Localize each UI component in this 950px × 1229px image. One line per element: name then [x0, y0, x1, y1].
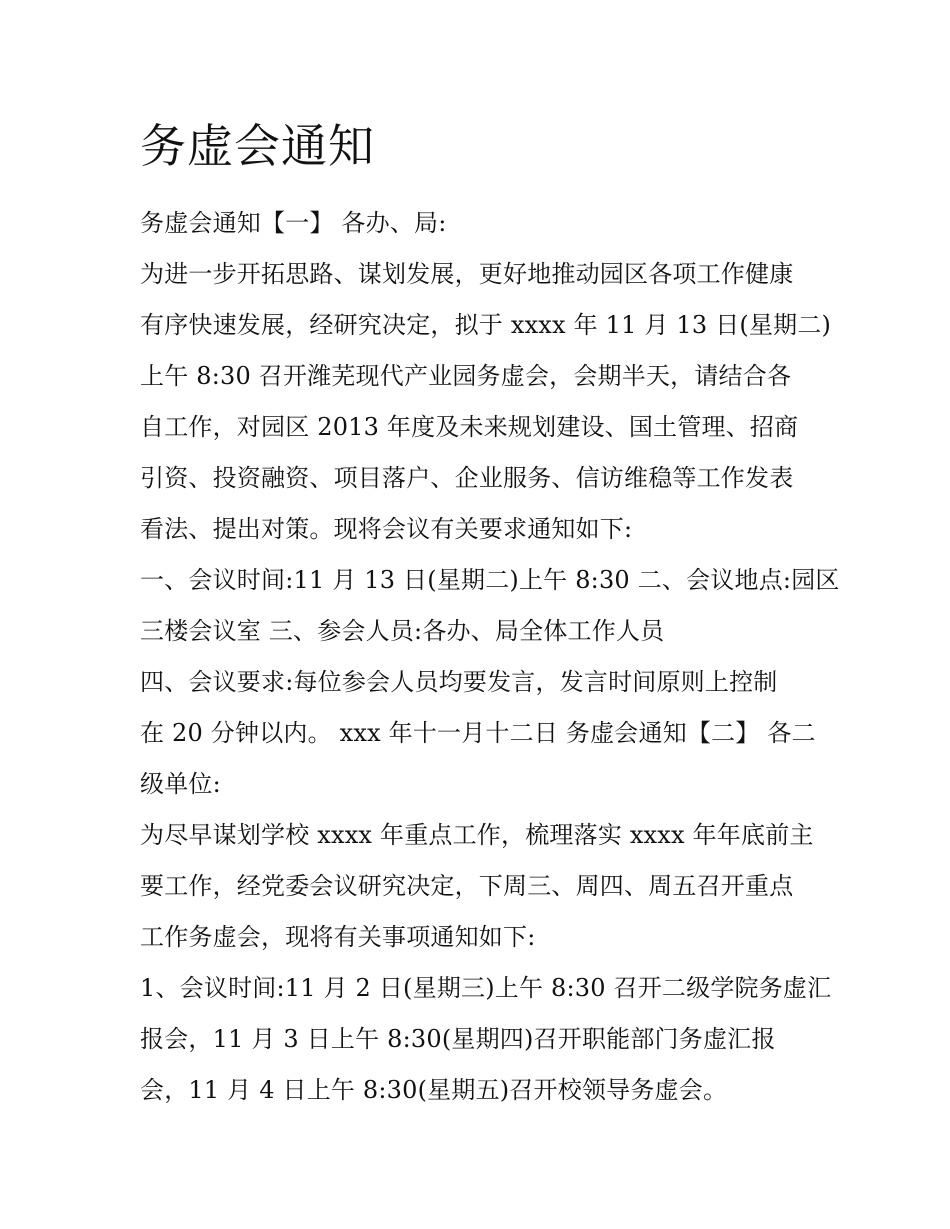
text-line: 看法、提出对策。现将会议有关要求通知如下:	[140, 515, 633, 543]
text-line: 工作务虚会，现将有关事项通知如下:	[140, 923, 536, 951]
text-line: 上午 8:30 召开潍芜现代产业园务虚会，会期半天，请结合各	[140, 362, 792, 390]
text-line: 会，11 月 4 日上午 8:30(星期五)召开校领导务虚会。	[140, 1076, 728, 1104]
text-line: 报会，11 月 3 日上午 8:30(星期四)召开职能部门务虚汇报	[140, 1025, 776, 1053]
text-line: 为尽早谋划学校 xxxx 年重点工作，梳理落实 xxxx 年年底前主	[140, 821, 814, 849]
text-line: 四、会议要求:每位参会人员均要发言，发言时间原则上控制	[140, 668, 778, 696]
text-line: 要工作，经党委会议研究决定，下周三、周四、周五召开重点	[140, 872, 794, 900]
text-line: 1、会议时间:11 月 2 日(星期三)上午 8:30 召开二级学院务虚汇	[140, 974, 832, 1002]
document-title: 务虚会通知	[140, 119, 375, 173]
text-line: 在 20 分钟以内。 xxx 年十一月十二日 务虚会通知【二】 各二	[140, 719, 816, 747]
text-line: 三楼会议室 三、参会人员:各办、局全体工作人员	[140, 617, 665, 645]
text-line: 务虚会通知【一】 各办、局:	[140, 209, 447, 237]
text-line: 有序快速发展，经研究决定，拟于 xxxx 年 11 月 13 日(星期二)	[140, 311, 832, 339]
text-line: 为进一步开拓思路、谋划发展，更好地推动园区各项工作健康	[140, 260, 794, 288]
document-body	[140, 198, 840, 1116]
text-line: 引资、投资融资、项目落户、企业服务、信访维稳等工作发表	[140, 464, 794, 492]
text-line: 自工作，对园区 2013 年度及未来规划建设、国土管理、招商	[140, 413, 799, 441]
text-line: 一、会议时间:11 月 13 日(星期二)上午 8:30 二、会议地点:园区	[140, 566, 840, 594]
text-line: 级单位:	[140, 770, 221, 798]
